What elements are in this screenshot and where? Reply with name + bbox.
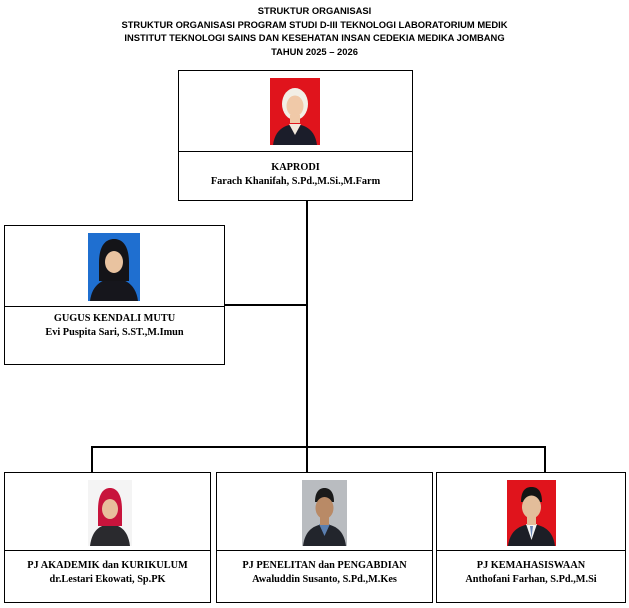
- kaprodi-role: KAPRODI: [271, 162, 320, 173]
- gkm-name: Evi Puspita Sari, S.ST.,M.Imun: [45, 327, 184, 338]
- penelitian-role: PJ PENELITAN dan PENGABDIAN: [242, 560, 407, 571]
- penelitian-name: Awaluddin Susanto, S.Pd.,M.Kes: [252, 574, 397, 585]
- node-pj-kemahasiswaan: [436, 472, 626, 603]
- penelitian-photo: [302, 480, 347, 546]
- kemahasiswaan-role: PJ KEMAHASISWAAN: [476, 560, 586, 571]
- header-year: TAHUN 2025 – 2026: [271, 45, 358, 57]
- kemahasiswaan-name: Anthofani Farhan, S.Pd.,M.Si: [465, 574, 597, 585]
- gkm-role: GUGUS KENDALI MUTU: [53, 313, 176, 324]
- kemahasiswaan-photo: [507, 480, 556, 546]
- header-institute: INSTITUT TEKNOLOGI SAINS DAN KESEHATAN INSAN CEDEKIA MEDIKA JOMBANG: [124, 32, 505, 43]
- connector-horizontal: [91, 446, 546, 448]
- connector-gkm: [224, 304, 308, 306]
- chart-header: [0, 4, 629, 58]
- connector-kaprodi-down: [306, 200, 308, 447]
- kaprodi-name: Farach Khanifah, S.Pd.,M.Si.,M.Farm: [210, 176, 381, 187]
- header-title: STRUKTUR ORGANISASI: [257, 5, 372, 16]
- node-pj-penelitian: [216, 472, 433, 603]
- gkm-photo: [88, 233, 140, 301]
- connector-kemahasiswaan: [544, 446, 546, 473]
- header-program: STRUKTUR ORGANISASI PROGRAM STUDI D-III TEKNOLOGI LABORATORIUM MEDIK: [121, 18, 508, 30]
- node-pj-akademik: [4, 472, 211, 603]
- connector-penelitian: [306, 446, 308, 473]
- connector-akademik: [91, 446, 93, 473]
- akademik-name: dr.Lestari Ekowati, Sp.PK: [49, 574, 166, 585]
- node-gugus-kendali-mutu: [4, 225, 225, 365]
- node-kaprodi: [178, 70, 413, 201]
- kaprodi-photo: [270, 78, 320, 145]
- akademik-photo: [88, 480, 132, 546]
- akademik-role: PJ AKADEMIK dan KURIKULUM: [27, 560, 188, 571]
